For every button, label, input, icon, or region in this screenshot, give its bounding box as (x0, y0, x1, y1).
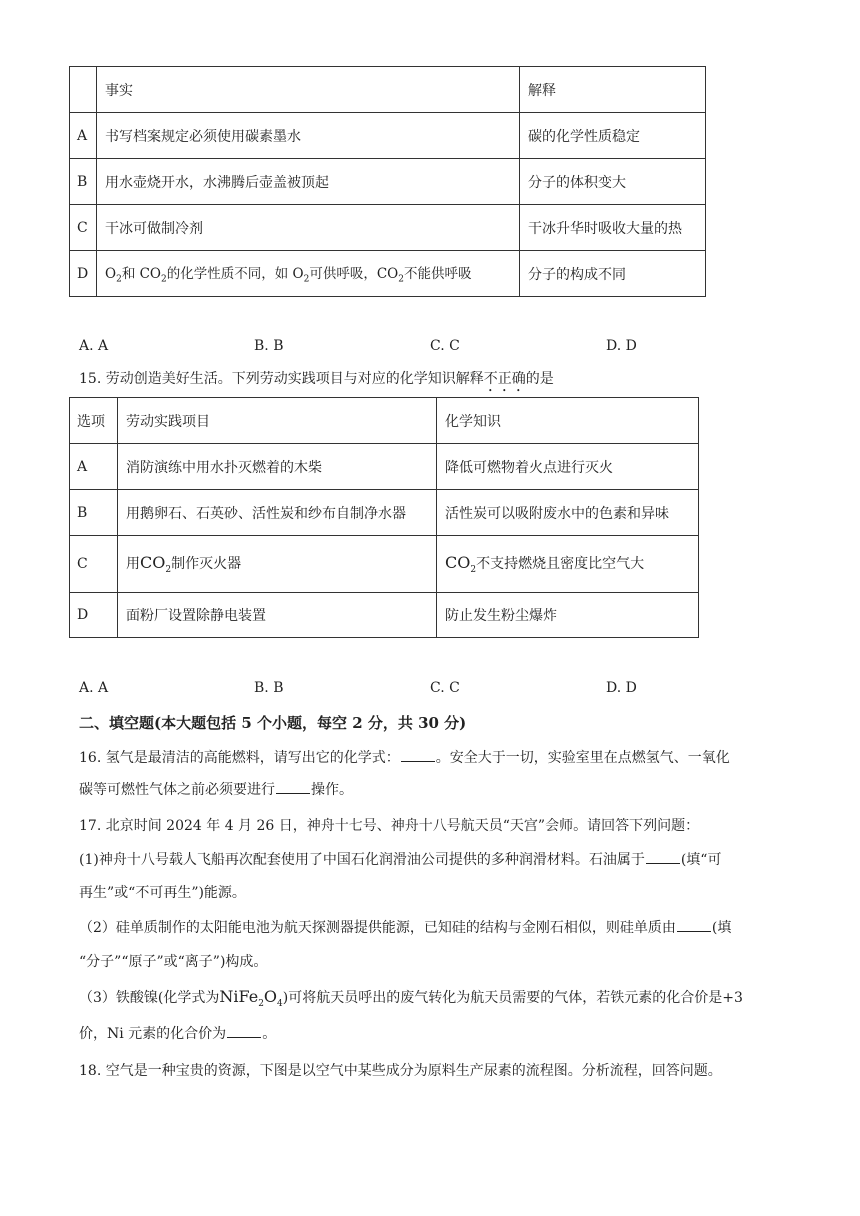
question-17-part-1: (1)神舟十八号载人飞船再次配套使用了中国石化润滑油公司提供的多种润滑材料。石油属于 (填“可 (79, 852, 722, 868)
answer-blank[interactable] (646, 851, 680, 864)
answer-blank[interactable] (401, 749, 435, 762)
row-label: D (70, 593, 118, 638)
project-cell: 用$CO_2$制作灭火器 (118, 536, 437, 593)
table-header-cell: 选项 (70, 398, 118, 444)
table-header-cell: 劳动实践项目 (118, 398, 437, 444)
table-header-row (70, 398, 699, 444)
question-17-part-3: （3）铁酸镍(化学式为$NiFe_2O_4$)可将航天员呼出的废气转化为航天员需要的气体，若铁元素的化合价是+3 (79, 987, 743, 1009)
knowledge-cell: 活性炭可以吸附废水中的色素和异味 (437, 490, 699, 536)
table-header-cell: 事实 (97, 67, 520, 113)
row-label: A (70, 444, 118, 490)
section-heading: 二、填空题(本大题包括 5 个小题，每空 2 分，共 30 分) (79, 714, 467, 732)
fact-cell: 书写档案规定必须使用碳素墨水 (97, 113, 520, 159)
project-cell: 用鹅卵石、石英砂、活性炭和纱布自制净水器 (118, 490, 437, 536)
option-a[interactable]: A. A (79, 680, 109, 696)
table-row (70, 444, 699, 490)
project-cell: 面粉厂设置除静电装置 (118, 593, 437, 638)
table-header-cell (70, 67, 97, 113)
explain-cell: 碳的化学性质稳定 (520, 113, 706, 159)
fact-cell: $O_2$和 $CO_2$的化学性质不同，如 $O_2$可供呼吸，$CO_2$不能供呼吸 (97, 251, 520, 297)
knowledge-cell: $CO_2$不支持燃烧且密度比空气大 (437, 536, 699, 593)
answer-blank[interactable] (677, 919, 711, 932)
table-row (70, 490, 699, 536)
row-label: B (70, 490, 118, 536)
table-row (70, 536, 699, 593)
question-16-line-1: 16. 氢气是最清洁的高能燃料，请写出它的化学式： 。安全大于一切，实验室里在点燃氢气、一氧化 (79, 750, 730, 766)
question-17-part-3-cont: 价，Ni 元素的化合价为 。 (79, 1026, 277, 1042)
question-17-stem: 17. 北京时间 2024 年 4 月 26 日，神舟十七号、神舟十八号航天员“天宫”会师。请回答下列问题： (79, 818, 700, 834)
question-17-part-2: （2）硅单质制作的太阳能电池为航天探测器提供能源，已知硅的结构与金刚石相似，则硅单质由 (填 (79, 920, 732, 936)
row-label: A (70, 113, 97, 159)
table-header-cell: 解释 (520, 67, 706, 113)
fact-cell: 干冰可做制冷剂 (97, 205, 520, 251)
fact-cell: 用水壶烧开水，水沸腾后壶盖被顶起 (97, 159, 520, 205)
answer-blank[interactable] (227, 1025, 261, 1038)
row-label: C (70, 205, 97, 251)
answer-blank[interactable] (276, 781, 310, 794)
question-17-part-2-cont: “分子”“原子”或“离子”)构成。 (79, 954, 268, 970)
table-row (70, 205, 706, 251)
question-16-line-2: 碳等可燃性气体之前必须要进行 操作。 (79, 782, 353, 798)
question-15-stem: 15. 劳动创造美好生活。下列劳动实践项目与对应的化学知识解释不正确的是 (79, 371, 554, 387)
table-header-row (70, 67, 706, 113)
row-label: C (70, 536, 118, 593)
table-row (70, 593, 699, 638)
knowledge-cell: 降低可燃物着火点进行灭火 (437, 444, 699, 490)
explain-cell: 分子的构成不同 (520, 251, 706, 297)
option-d[interactable]: D. D (606, 680, 637, 696)
row-label: D (70, 251, 97, 297)
table-header-cell: 化学知识 (437, 398, 699, 444)
facts-table (69, 66, 706, 297)
table-row (70, 251, 706, 297)
labor-practice-table (69, 397, 699, 638)
question-17-part-1-cont: 再生”或“不可再生”)能源。 (79, 885, 246, 901)
option-c[interactable]: C. C (430, 680, 460, 696)
explain-cell: 干冰升华时吸收大量的热 (520, 205, 706, 251)
option-a[interactable]: A. A (79, 338, 109, 354)
table-row (70, 113, 706, 159)
option-b[interactable]: B. B (254, 338, 284, 354)
option-d[interactable]: D. D (606, 338, 637, 354)
table-row (70, 159, 706, 205)
row-label: B (70, 159, 97, 205)
knowledge-cell: 防止发生粉尘爆炸 (437, 593, 699, 638)
explain-cell: 分子的体积变大 (520, 159, 706, 205)
option-c[interactable]: C. C (430, 338, 460, 354)
project-cell: 消防演练中用水扑灭燃着的木柴 (118, 444, 437, 490)
question-18-stem: 18. 空气是一种宝贵的资源，下图是以空气中某些成分为原料生产尿素的流程图。分析流程，回答问题。 (79, 1063, 722, 1079)
option-b[interactable]: B. B (254, 680, 284, 696)
